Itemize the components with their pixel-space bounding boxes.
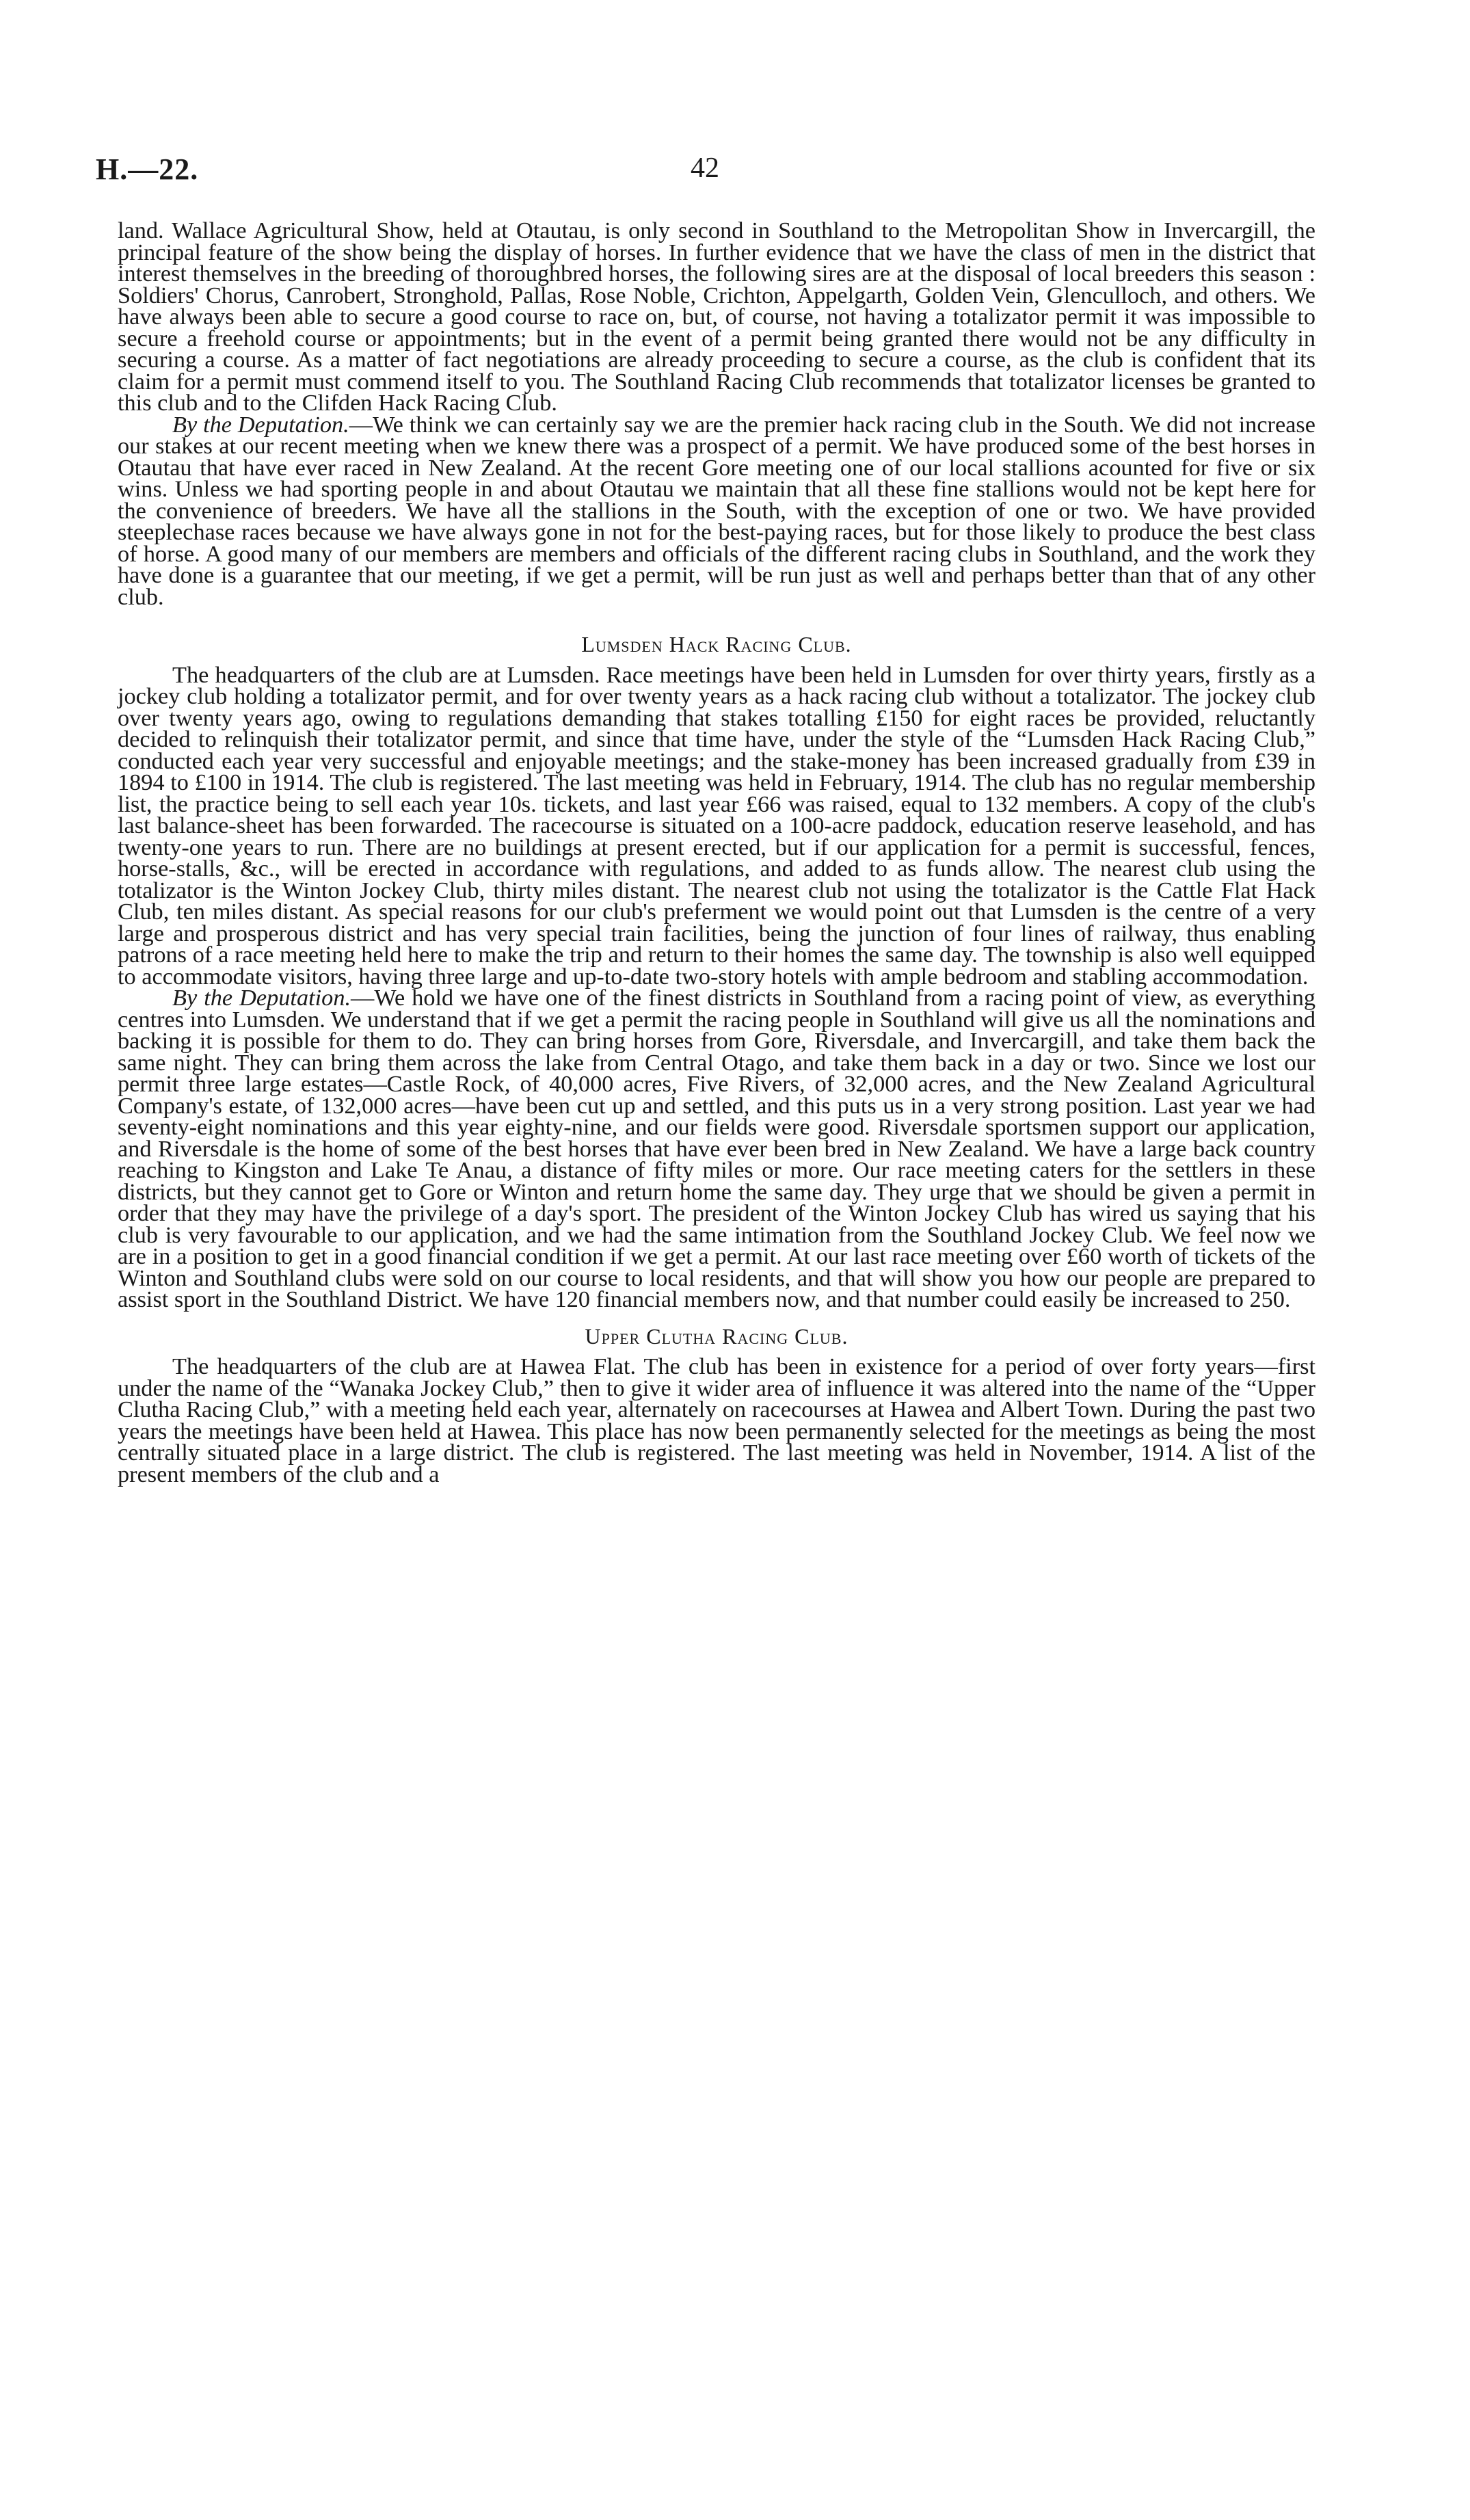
document-id: H.—22. xyxy=(96,152,199,186)
paragraph-deputation-otautau xyxy=(118,411,1315,610)
paragraph-text: —We hold we have one of the finest districts in Southland from a racing point of view, as everything centres into Lumsden. We understand that if we get a permit the racing people in Southland will give us all the nominations and backing it is possible for them to do. They can bring horses from Gore, Riversdale, and Invercargill, and take them back the same night. They can bring them across the lake from Central Otago, and take them back in a day or two. Since we lost our permit three large estates—Castle Rock, of 40,000 acres, Five Rivers, of 32,000 acres, and the New Zealand Agricultural Company's estate, of 132,000 acres—have been cut up and settled, and this puts us in a very strong position. Last year we had seventy-eight nominations and this year eighty-nine, and our fields were good. Riversdale sportsmen support our application, and Riversdale is the home of some of the best horses that have ever been bred in New Zealand. We have a large back country reaching to Kingston and Lake Te Anau, a distance of fifty miles or more. Our race meeting caters for the settlers in these districts, but they cannot get to Gore or Winton and return home the same day. They urge that we should be given a permit in order that they may have the privilege of a day's sport. The president of the Winton Jockey Club has wired us saying that his club is very favourable to our application, and we had the same intimation from the Southland Jockey Club. We feel now we are in a position to get in a good financial condition if we get a permit. At our last race meeting over £60 worth of tickets of the Winton and Southland clubs were sold on our course to local residents, and that will show you how our people are prepared to assist sport in the Southland District. We have 120 financial members now, and that number could easily be increased to 250. xyxy=(118,985,1316,1312)
paragraph-continuation: land. Wallace Agricultural Show, held at Otautau, is only second in Southland to the Metropolitan Show in Invercargill, the principal feature of the show being the display of horses. In further evidence that we have the class of men in the district that interest themselves in the breeding of thoroughbred horses, the following sires are at the disposal of local breeders this season : Soldiers' Chorus, Canrobert, Stronghold, Pallas, Rose Noble, Crichton, Appelgarth, Golden Vein, Glenculloch, and others. We have always been able to secure a good course to race on, but, of course, not having a totalizator permit it was impossible to secure a freehold course or appointments; but in the event of a permit being granted there would not be any difficulty in securing a course. As a matter of fact negotiations are already proceeding to secure a course, as the club is confident that its claim for a permit must commend itself to you. The Southland Racing Club recommends that totalizator licenses be granted to this club and to the Clifden Hack Racing Club. xyxy=(118,217,1315,416)
speaker-label: By the Deputation. xyxy=(172,411,349,438)
paragraph-upper-clutha-headquarters: The headquarters of the club are at Hawea Flat. The club has been in existence for a period of over forty years—first under the name of the “Wanaka Jockey Club,” then to give it wider area of influence it was altered into the name of the “Upper Clutha Racing Club,” with a meeting held each year, alternately on racecourses at Hawea and Albert Town. During the past two years the meetings have been held at Hawea. This place has now been permanently selected for the meetings as being the most centrally situated place in a large district. The club is registered. The last meeting was held in November, 1914. A list of the present members of the club and a xyxy=(118,1353,1315,1487)
body-text xyxy=(118,217,1316,1487)
speaker-label: By the Deputation. xyxy=(172,985,351,1011)
page-number: 42 xyxy=(691,152,719,184)
paragraph-lumsden-headquarters: The headquarters of the club are at Lumsden. Race meetings have been held in Lumsden for over thirty years, firstly as a jockey club holding a totalizator permit, and for over twenty years as a hack racing club without a totalizator. The jockey club over twenty years ago, owing to regulations demanding that stakes totalling £150 for eight races be provided, reluctantly decided to relinquish their totalizator permit, and since that time have, under the style of the “Lumsden Hack Racing Club,” conducted each year very successful and enjoyable meetings; and the stake-money has been increased gradually from £39 in 1894 to £100 in 1914. The club is registered. The last meeting was held in February, 1914. The club has no regular membership list, the practice being to sell each year 10s. tickets, and last year £66 was raised, equal to 132 members. A copy of the club's last balance-sheet has been forwarded. The racecourse is situated on a 100-acre paddock, education reserve leasehold, and has twenty-one years to run. There are no buildings at present erected, but if our application for a permit is successful, fences, horse-stalls, &c., will be erected in accordance with regulations, and added to as funds allow. The nearest club using the totalizator is the Winton Jockey Club, thirty miles distant. The nearest club not using the totalizator is the Cattle Flat Hack Club, ten miles distant. As special reasons for our club's preferment we would point out that Lumsden is the centre of a very large and prosperous district and has very special train facilities, being the junction of four lines of railway, thus enabling patrons of a race meeting held here to make the trip and return to their homes the same day. The township is also well equipped to accommodate visitors, having three large and up-to-date two-story hotels with ample bedroom and stabling accommodation. xyxy=(118,661,1315,990)
page-header xyxy=(96,152,1313,193)
paragraph-text: —We think we can certainly say we are the premier hack racing club in the South. We did not increase our stakes at our recent meeting when we knew there was a prospect of a permit. We have produced some of the best horses in Otautau that have ever raced in New Zealand. At the recent Gore meeting one of our local stallions acounted for five or six wins. Unless we had sporting people in and about Otautau we maintain that all these fine stallions would not be kept here for the convenience of breeders. We have all the stallions in the South, with the exception of one or two. We have provided steeplechase races because we have always gone in not for the best-paying races, but for those likely to produce the best class of horse. A good many of our members are members and officials of the different racing clubs in Southland, and the work they have done is a guarantee that our meeting, if we get a permit, will be run just as well and perhaps better than that of any other club. xyxy=(118,411,1315,610)
section-heading-upper-clutha: Upper Clutha Racing Club. xyxy=(585,1323,848,1349)
section-heading-lumsden: Lumsden Hack Racing Club. xyxy=(581,632,852,656)
paragraph-deputation-lumsden xyxy=(118,987,1315,1311)
